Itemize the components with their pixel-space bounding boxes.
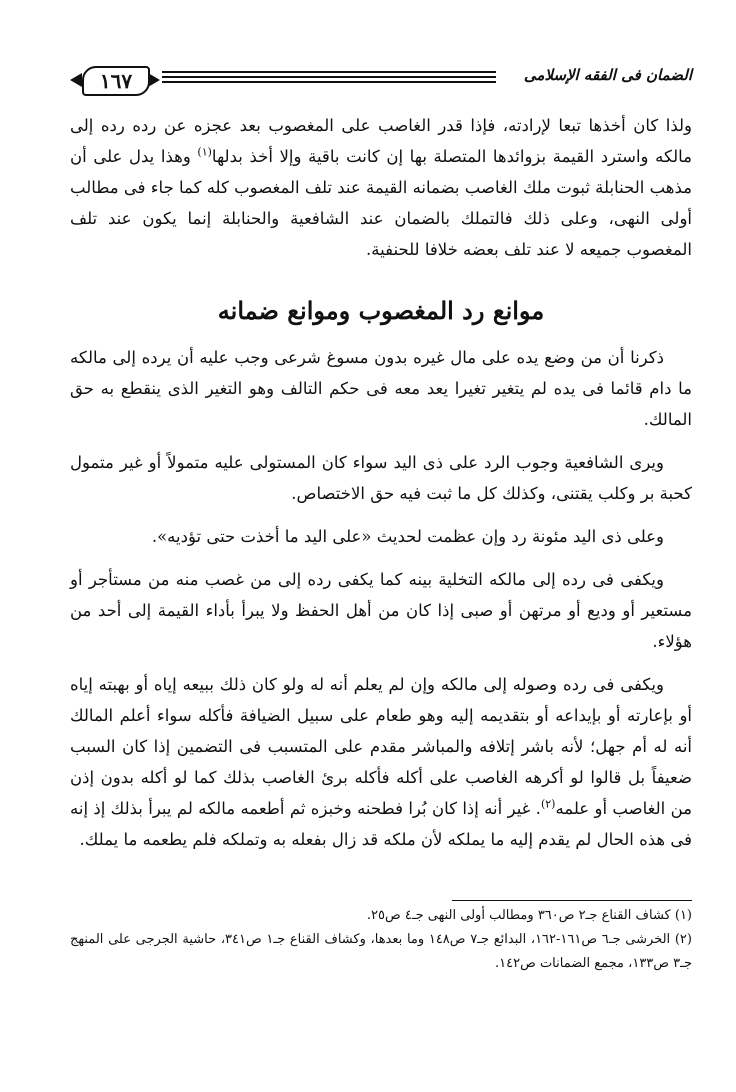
footnote-ref-1: (١) [197, 145, 212, 159]
section-heading: موانع رد المغصوب وموانع ضمانه [217, 296, 545, 325]
section-body [70, 342, 692, 867]
intro-paragraph-part-1: ولذا كان أخذها تبعا لإرادته، فإذا قدر الغاصب على المغصوب بعد عجزه عن رده رده إلى مالكه واسترد القيمة بزوائدها المتصلة بها إن كانت باقية وإلا أخذ بدلها [70, 116, 692, 166]
header-rule [162, 71, 496, 86]
section-paragraph-3: وعلى ذى اليد مئونة رد وإن عظمت لحديث «على اليد ما أخذت حتى تؤديه». [151, 527, 664, 546]
section-paragraph-5-part-1: ويكفى فى رده وصوله إلى مالكه وإن لم يعلم أنه له ولو كان ذلك ببيعه إياه أو بهبته إياه أو بإعارته أو بإيداعه أو بتقديمه إليه وهو طعام على سبيل الضيافة فأكله سواء أعلم المالك أنه له أم جهل؛ لأنه باشر إتلافه والمباشر مقدم على المتسبب فى التضمين إذا كان السبب ضعيفاً بل قالوا لو أكرهه الغاصب على أكله فأكله برئ الغاصب بذلك كما لو أكله بدون إذن من الغاصب أو علمه [70, 675, 692, 818]
footnotes [70, 904, 692, 976]
running-title: الضمان فى الفقه الإسلامى [523, 66, 692, 84]
arrow-left-ornament-icon [70, 73, 82, 87]
footnote-1: (١) كشاف القناع جـ٢ ص٣٦٠ ومطالب أولى النهى جـ٤ ص٢٥. [366, 908, 692, 923]
footnote-divider [452, 900, 692, 901]
footnote-ref-2: (٢) [540, 797, 556, 811]
intro-text [70, 110, 692, 277]
page-number: ١٦٧ [82, 66, 150, 96]
footnote-2: (٢) الخرشى جـ٦ ص١٦١-١٦٢، البدائع جـ٧ ص١٤٨ وما بعدها، وكشاف القناع جـ١ ص٣٤١، حاشية الجرجى على المنهج جـ٣ ص١٣٣، مجمع الضمانات ص١٤٢. [70, 932, 692, 971]
intro-paragraph-part-2: وهذا يدل على أن مذهب الحنابلة ثبوت ملك الغاصب بضمانه القيمة عند تلف المغصوب كله كما جاء فى مطالب أولى النهى، وعلى ذلك فالتملك بالضمان عند الشافعية والحنابلة إنما يكون عند تلف المغصوب جميعه لا عند تلف بعضه خلافا للحنفية. [70, 147, 692, 259]
arrow-right-ornament-icon [148, 73, 160, 87]
page-header [70, 64, 692, 98]
section-paragraph-1: ذكرنا أن من وضع يده على مال غيره بدون مسوغ شرعى وجب عليه أن يرده إلى مالكه ما دام قائما فى يده لم يتغير تغيرا يعد معه فى حكم التالف وهو التغير الذى ينقطع به حق المالك. [70, 348, 692, 429]
intro-paragraph [70, 110, 692, 265]
section-paragraph-5-part-2: . غير أنه إذا كان بُرا فطحنه وخبزه ثم أطعمه مالكه لم يبرأ بذلك إذ إنه فى هذه الحال لم يقدم إليه ما يملكه لأن ملكه قد زال بفعله به وتملكه فلم يطعمه ما يملك. [70, 799, 692, 849]
section-paragraph-2: ويرى الشافعية وجوب الرد على ذى اليد سواء كان المستولى عليه متمولاً أو غير متمول كحبة بر وكلب يقتنى، وكذلك كل ما ثبت فيه حق الاختصاص. [70, 453, 692, 503]
section-paragraph-5 [70, 669, 692, 855]
section-paragraph-4: ويكفى فى رده إلى مالكه التخلية بينه كما يكفى رده إلى من غصب منه من مستأجر أو مستعير أو وديع أو مرتهن أو صبى إذا كان من أهل الحفظ ولا يبرأ بأداء القيمة إلى أحد من هؤلاء. [70, 570, 692, 651]
